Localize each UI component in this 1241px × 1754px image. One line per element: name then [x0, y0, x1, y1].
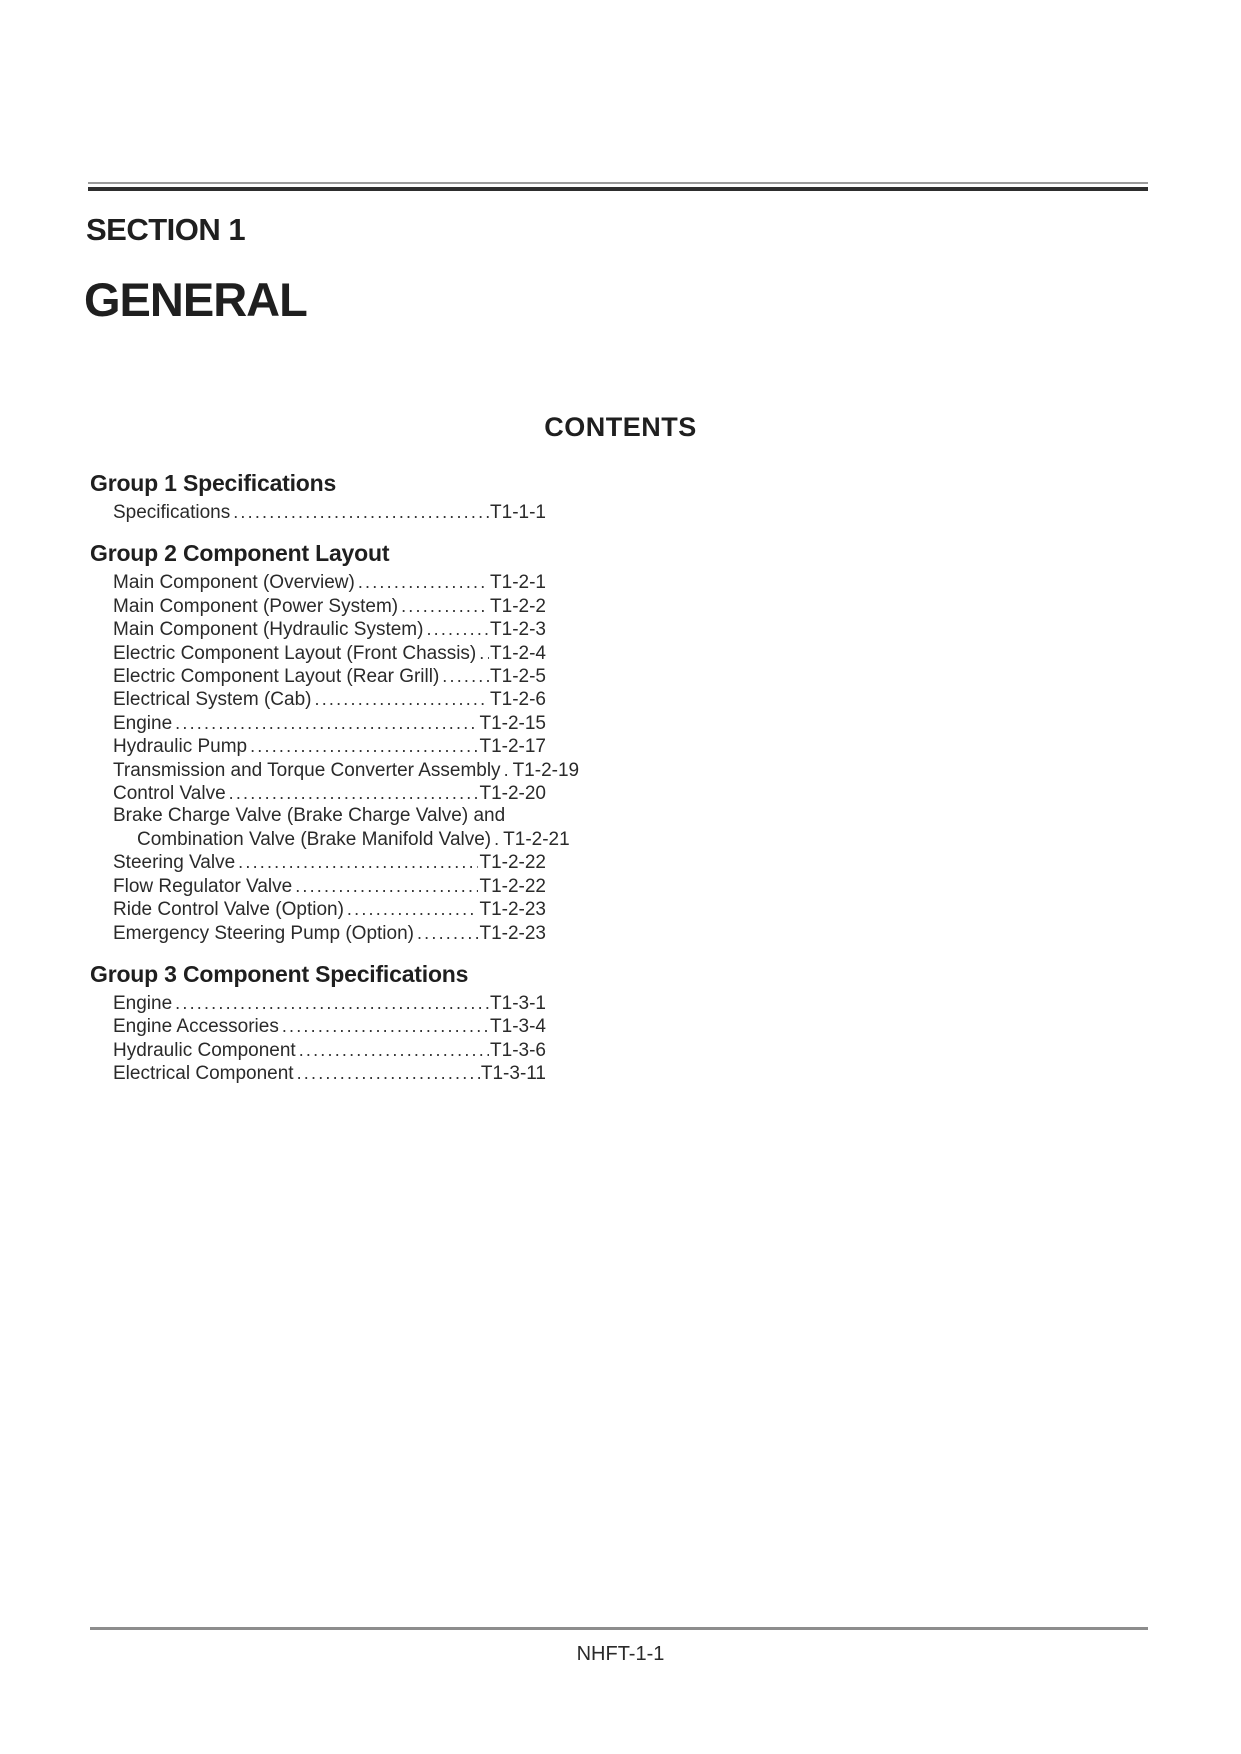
toc-entry-title: Transmission and Torque Converter Assembly [113, 759, 501, 781]
toc-entry-two-line [113, 805, 570, 851]
toc-entry [113, 898, 546, 921]
toc-page-number: T1-2-1 [490, 572, 546, 594]
toc-page-number: T1-2-21 [503, 828, 570, 850]
toc-entry [113, 1062, 546, 1085]
toc-entry-title: Specifications [113, 502, 231, 523]
contents-heading: CONTENTS [544, 412, 697, 442]
dot-leader [238, 851, 478, 874]
header-rule-thin [88, 182, 1148, 184]
dot-leader [250, 735, 478, 758]
toc-page-number: T1-2-6 [490, 689, 546, 711]
toc-entry-title: Engine [113, 992, 173, 1014]
toc-entry-title: Flow Regulator Valve [113, 875, 293, 897]
toc-page-number: T1-3-1 [490, 992, 546, 1014]
dot-leader [175, 712, 478, 735]
dot-leader [401, 595, 489, 618]
toc-entry-title: Main Component (Overview) [113, 572, 355, 594]
toc-entry-title: Main Component (Power System) [113, 595, 399, 617]
toc-entry [113, 501, 546, 524]
toc-page-number: T1-2-15 [479, 712, 546, 734]
toc-entry [113, 688, 546, 711]
toc-group-heading: Group 1 Specifications [90, 470, 337, 496]
toc-entry [113, 618, 546, 641]
toc-entry-title: Main Component (Hydraulic System) [113, 619, 424, 641]
toc-entry [113, 875, 546, 898]
toc-entry-title: Engine Accessories [113, 1016, 279, 1038]
toc-entries [90, 571, 580, 945]
toc-page-number: T1-2-17 [479, 736, 546, 758]
toc-entry-title: Electric Component Layout (Rear Grill) [113, 666, 440, 688]
page-title: GENERAL [84, 273, 307, 326]
toc-entry [113, 992, 546, 1015]
toc-entry-title: Control Valve [113, 783, 226, 805]
toc-page-number: T1-2-20 [479, 783, 546, 805]
dot-leader [295, 875, 478, 898]
toc-page-number: T1-3-4 [490, 1016, 546, 1038]
toc-entries [90, 992, 546, 1086]
toc-entry-title-line2: Combination Valve (Brake Manifold Valve) [137, 828, 492, 850]
header-rule-thick [88, 187, 1148, 191]
toc-entry [113, 735, 546, 758]
toc-page-number: T1-3-11 [480, 1063, 546, 1085]
toc-entry-title: Emergency Steering Pump (Option) [113, 922, 414, 944]
toc-page-number: T1-2-3 [490, 619, 546, 641]
toc-page-number: T1-2-22 [479, 875, 546, 897]
toc-page-number: T1-3-6 [490, 1039, 546, 1061]
toc-entry [113, 851, 546, 874]
table-of-contents [90, 470, 580, 1102]
toc-group-3 [90, 961, 546, 1086]
dot-leader [347, 898, 479, 921]
dot-leader [417, 922, 479, 945]
toc-entry [113, 712, 546, 735]
toc-entry-title: Engine [113, 712, 173, 734]
toc-entry-title-line1: Brake Charge Valve (Brake Charge Valve) and [113, 805, 506, 827]
dot-leader [494, 828, 502, 851]
toc-page-number: T1-2-19 [512, 759, 580, 781]
toc-group-1 [90, 470, 546, 524]
dot-leader [229, 782, 479, 805]
toc-entry-title: Hydraulic Pump [113, 736, 248, 758]
toc-entry [113, 642, 546, 665]
toc-entry [113, 1015, 546, 1038]
toc-page-number: T1-1-1 [490, 502, 546, 523]
page-number-footer: NHFT-1-1 [576, 1643, 665, 1665]
toc-entries [90, 501, 546, 524]
toc-entry-title: Electric Component Layout (Front Chassis) [113, 642, 477, 664]
dot-leader [282, 1015, 489, 1038]
toc-entry-title: Electrical System (Cab) [113, 689, 312, 711]
section-label: SECTION 1 [86, 212, 246, 247]
toc-entry [113, 922, 546, 945]
toc-entry [113, 571, 546, 594]
toc-entry [113, 595, 546, 618]
toc-page-number: T1-2-4 [490, 642, 546, 664]
dot-leader [358, 571, 489, 594]
toc-page-number: T1-2-23 [479, 899, 546, 921]
toc-group-heading: Group 2 Component Layout [90, 540, 390, 567]
dot-leader [479, 642, 489, 665]
toc-page-number: T1-2-23 [479, 922, 546, 944]
toc-entry [113, 1039, 546, 1062]
dot-leader [175, 992, 489, 1015]
dot-leader [442, 665, 489, 688]
toc-page-number: T1-2-22 [479, 852, 546, 874]
toc-page-number: T1-2-2 [490, 595, 546, 617]
dot-leader [299, 1039, 489, 1062]
toc-entry [113, 828, 570, 851]
toc-entry-title: Ride Control Valve (Option) [113, 899, 344, 921]
toc-entry [113, 782, 546, 805]
footer-rule [90, 1627, 1148, 1630]
toc-entry [113, 665, 546, 688]
toc-entry-title: Electrical Component [113, 1063, 294, 1085]
toc-entry-title: Hydraulic Component [113, 1039, 296, 1061]
dot-leader [504, 759, 512, 782]
dot-leader [297, 1062, 480, 1085]
dot-leader [315, 688, 490, 711]
toc-page-number: T1-2-5 [490, 666, 546, 688]
toc-group-heading: Group 3 Component Specifications [90, 960, 469, 987]
toc-group-2 [90, 540, 580, 945]
dot-leader [233, 501, 489, 524]
toc-entry [113, 759, 580, 782]
dot-leader [426, 618, 489, 641]
toc-entry-title: Steering Valve [113, 852, 236, 874]
